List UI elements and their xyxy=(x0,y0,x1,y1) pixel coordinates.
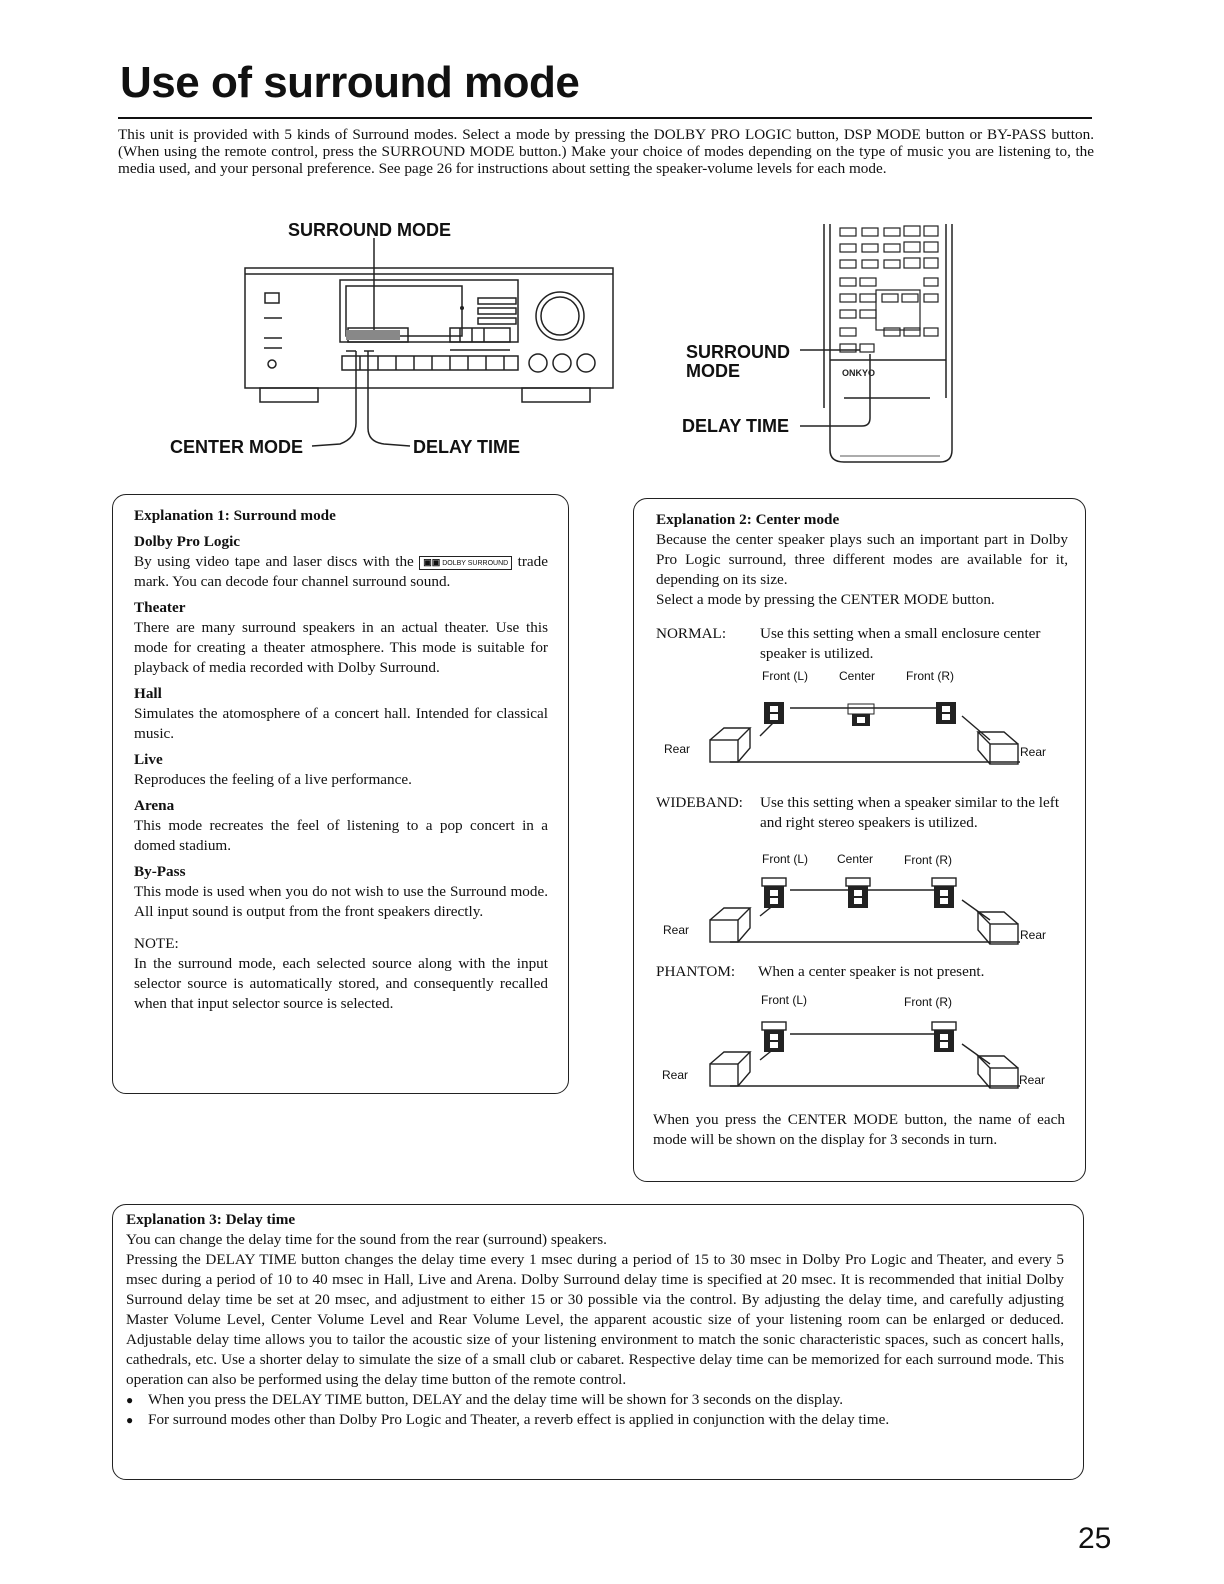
phantom-front-l: Front (L) xyxy=(761,993,808,1007)
normal-center: Center xyxy=(839,669,876,683)
arena-title: Arena xyxy=(134,797,175,814)
phantom-rear-left: Rear xyxy=(662,1068,689,1082)
remote-control-diagram xyxy=(800,218,970,468)
theater-text: There are many surround speakers in an actual theater. Use this mode for creating a theater atmosphere. This mode is suitable for playback of media recorded with Dolby Surround. xyxy=(134,619,548,676)
label-delay-time-receiver: DELAY TIME xyxy=(413,437,521,457)
live-title: Live xyxy=(134,751,163,768)
explanation2-intro: Because the center speaker plays such an important part in Dolby Pro Logic surround, three different modes are available for it, depending on its size. xyxy=(656,531,1068,588)
phantom-rear-right: Rear xyxy=(1019,1073,1046,1087)
normal-text: Use this setting when a small enclosure center speaker is utilized. xyxy=(760,625,1041,662)
wideband-center: Center xyxy=(837,852,874,866)
explanation2-content xyxy=(656,508,1068,610)
dolby-text: By using video tape and laser discs with the ▣▣ DOLBY SURROUND trade mark. You can decode four channel surround sound. xyxy=(134,553,549,590)
normal-speaker-layout-diagram xyxy=(700,692,1030,772)
live-text: Reproduces the feeling of a live performance. xyxy=(134,771,412,788)
normal-label: NORMAL: xyxy=(656,625,727,642)
theater-title: Theater xyxy=(134,599,186,616)
label-center-mode: CENTER MODE xyxy=(170,437,304,457)
page-title: Use of surround mode xyxy=(120,58,580,107)
intro-paragraph: This unit is provided with 5 kinds of Surround modes. Select a mode by pressing the DOLBY PRO LOGIC button, DSP MODE button or BY-PASS button. (When using the remote control, press the SURROUND MODE button.) Make your choice of modes depending on the type of music you are listening to, the media used, and your personal preference. See page 26 for instructions about setting the speaker-volume levels for each mode. xyxy=(118,126,1094,177)
explanation3-bullet1: ● When you press the DELAY TIME button, DELAY and the delay time will be shown for 3 seconds on the display. xyxy=(126,1390,1064,1410)
explanation2-footer: When you press the CENTER MODE button, the name of each mode will be shown on the display for 3 seconds in turn. xyxy=(653,1111,1065,1148)
phantom-text: When a center speaker is not present. xyxy=(758,963,985,980)
wideband-speaker-layout-diagram xyxy=(700,872,1030,952)
remote-brand: ONKYO xyxy=(842,368,876,378)
label-delay-time-remote: DELAY TIME xyxy=(682,416,790,436)
explanation3-body: Pressing the DELAY TIME button changes the delay time every 1 msec during a period of 15 to 30 msec in Dolby Pro Logic and Theater, and every 5 msec during a period of 10 to 40 msec in Hall, Live and Arena. Dolby Surround delay time is specified at 20 msec. It is recommended that initial Dolby Surround delay time be set at 20 msec, and adjustment to either 15 or 30 possible via the control. By adjusting the delay time, and carefully adjusting Master Volume Level, Center Volume Level and Rear Volume Level, the apparent acoustic size of your listening room can be enlarged or deduced. Adjustable delay time allows you to tailor the acoustic size of your listening environment to match the sonic characteristic spaces, such as concert halls, cathedrals, etc. Use a shorter delay to simulate the size of a small club or cabaret. Respective delay time can be memorized for each surround mode. This operation can also be performed using the delay time button of the remote control. xyxy=(126,1251,1064,1388)
explanation3-heading: Explanation 3: Delay time xyxy=(126,1211,296,1228)
wideband-rear-right: Rear xyxy=(1020,928,1047,942)
bypass-title: By-Pass xyxy=(134,863,186,880)
wideband-label: WIDEBAND: xyxy=(656,794,743,811)
explanation1-heading: Explanation 1: Surround mode xyxy=(134,507,336,524)
wideband-front-l: Front (L) xyxy=(762,852,809,866)
note-text: In the surround mode, each selected source along with the input selector source is automatically stored, and consequently recalled when that input selector source is selected. xyxy=(134,955,548,1012)
explanation2-select: Select a mode by pressing the CENTER MODE button. xyxy=(656,591,995,608)
receiver-front-panel-diagram xyxy=(160,238,640,458)
explanation3-bullet2: ● For surround modes other than Dolby Pro Logic and Theater, a reverb effect is applied in conjunction with the delay time. xyxy=(126,1410,1064,1430)
phantom-front-r: Front (R) xyxy=(904,995,952,1009)
hall-text: Simulates the atomosphere of a concert hall. Intended for classical music. xyxy=(134,705,548,742)
label-surround-remote-2: MODE xyxy=(686,361,740,381)
hall-title: Hall xyxy=(134,685,162,702)
label-surround-mode-receiver: SURROUND MODE xyxy=(288,220,452,240)
arena-text: This mode recreates the feel of listening to a pop concert in a domed stadium. xyxy=(134,817,548,854)
normal-rear-right: Rear xyxy=(1020,745,1047,759)
title-rule xyxy=(118,117,1092,119)
dolby-title: Dolby Pro Logic xyxy=(134,533,241,550)
normal-rear-left: Rear xyxy=(664,742,691,756)
phantom-label: PHANTOM: xyxy=(656,963,736,980)
explanation3-line1: You can change the delay time for the sound from the rear (surround) speakers. xyxy=(126,1231,607,1248)
normal-front-r: Front (R) xyxy=(906,669,954,683)
explanation3-content xyxy=(126,1210,1064,1430)
dolby-logo: ▣▣ DOLBY SURROUND xyxy=(419,556,512,570)
phantom-speaker-layout-diagram xyxy=(700,1016,1030,1096)
explanation2-heading: Explanation 2: Center mode xyxy=(656,511,840,528)
wideband-text: Use this setting when a speaker similar to the left and right stereo speakers is utilized. xyxy=(760,794,1060,831)
explanation1-content xyxy=(134,504,548,1014)
wideband-front-r: Front (R) xyxy=(904,853,952,867)
wideband-rear-left: Rear xyxy=(663,923,690,937)
label-surround-remote-1: SURROUND xyxy=(686,342,791,362)
bypass-text: This mode is used when you do not wish to use the Surround mode. All input sound is output from the front speakers directly. xyxy=(134,883,548,920)
explanation2-footer-wrap xyxy=(653,1110,1065,1150)
normal-front-l: Front (L) xyxy=(762,669,809,683)
note-title: NOTE: xyxy=(134,935,179,952)
page-number: 25 xyxy=(1078,1522,1112,1555)
